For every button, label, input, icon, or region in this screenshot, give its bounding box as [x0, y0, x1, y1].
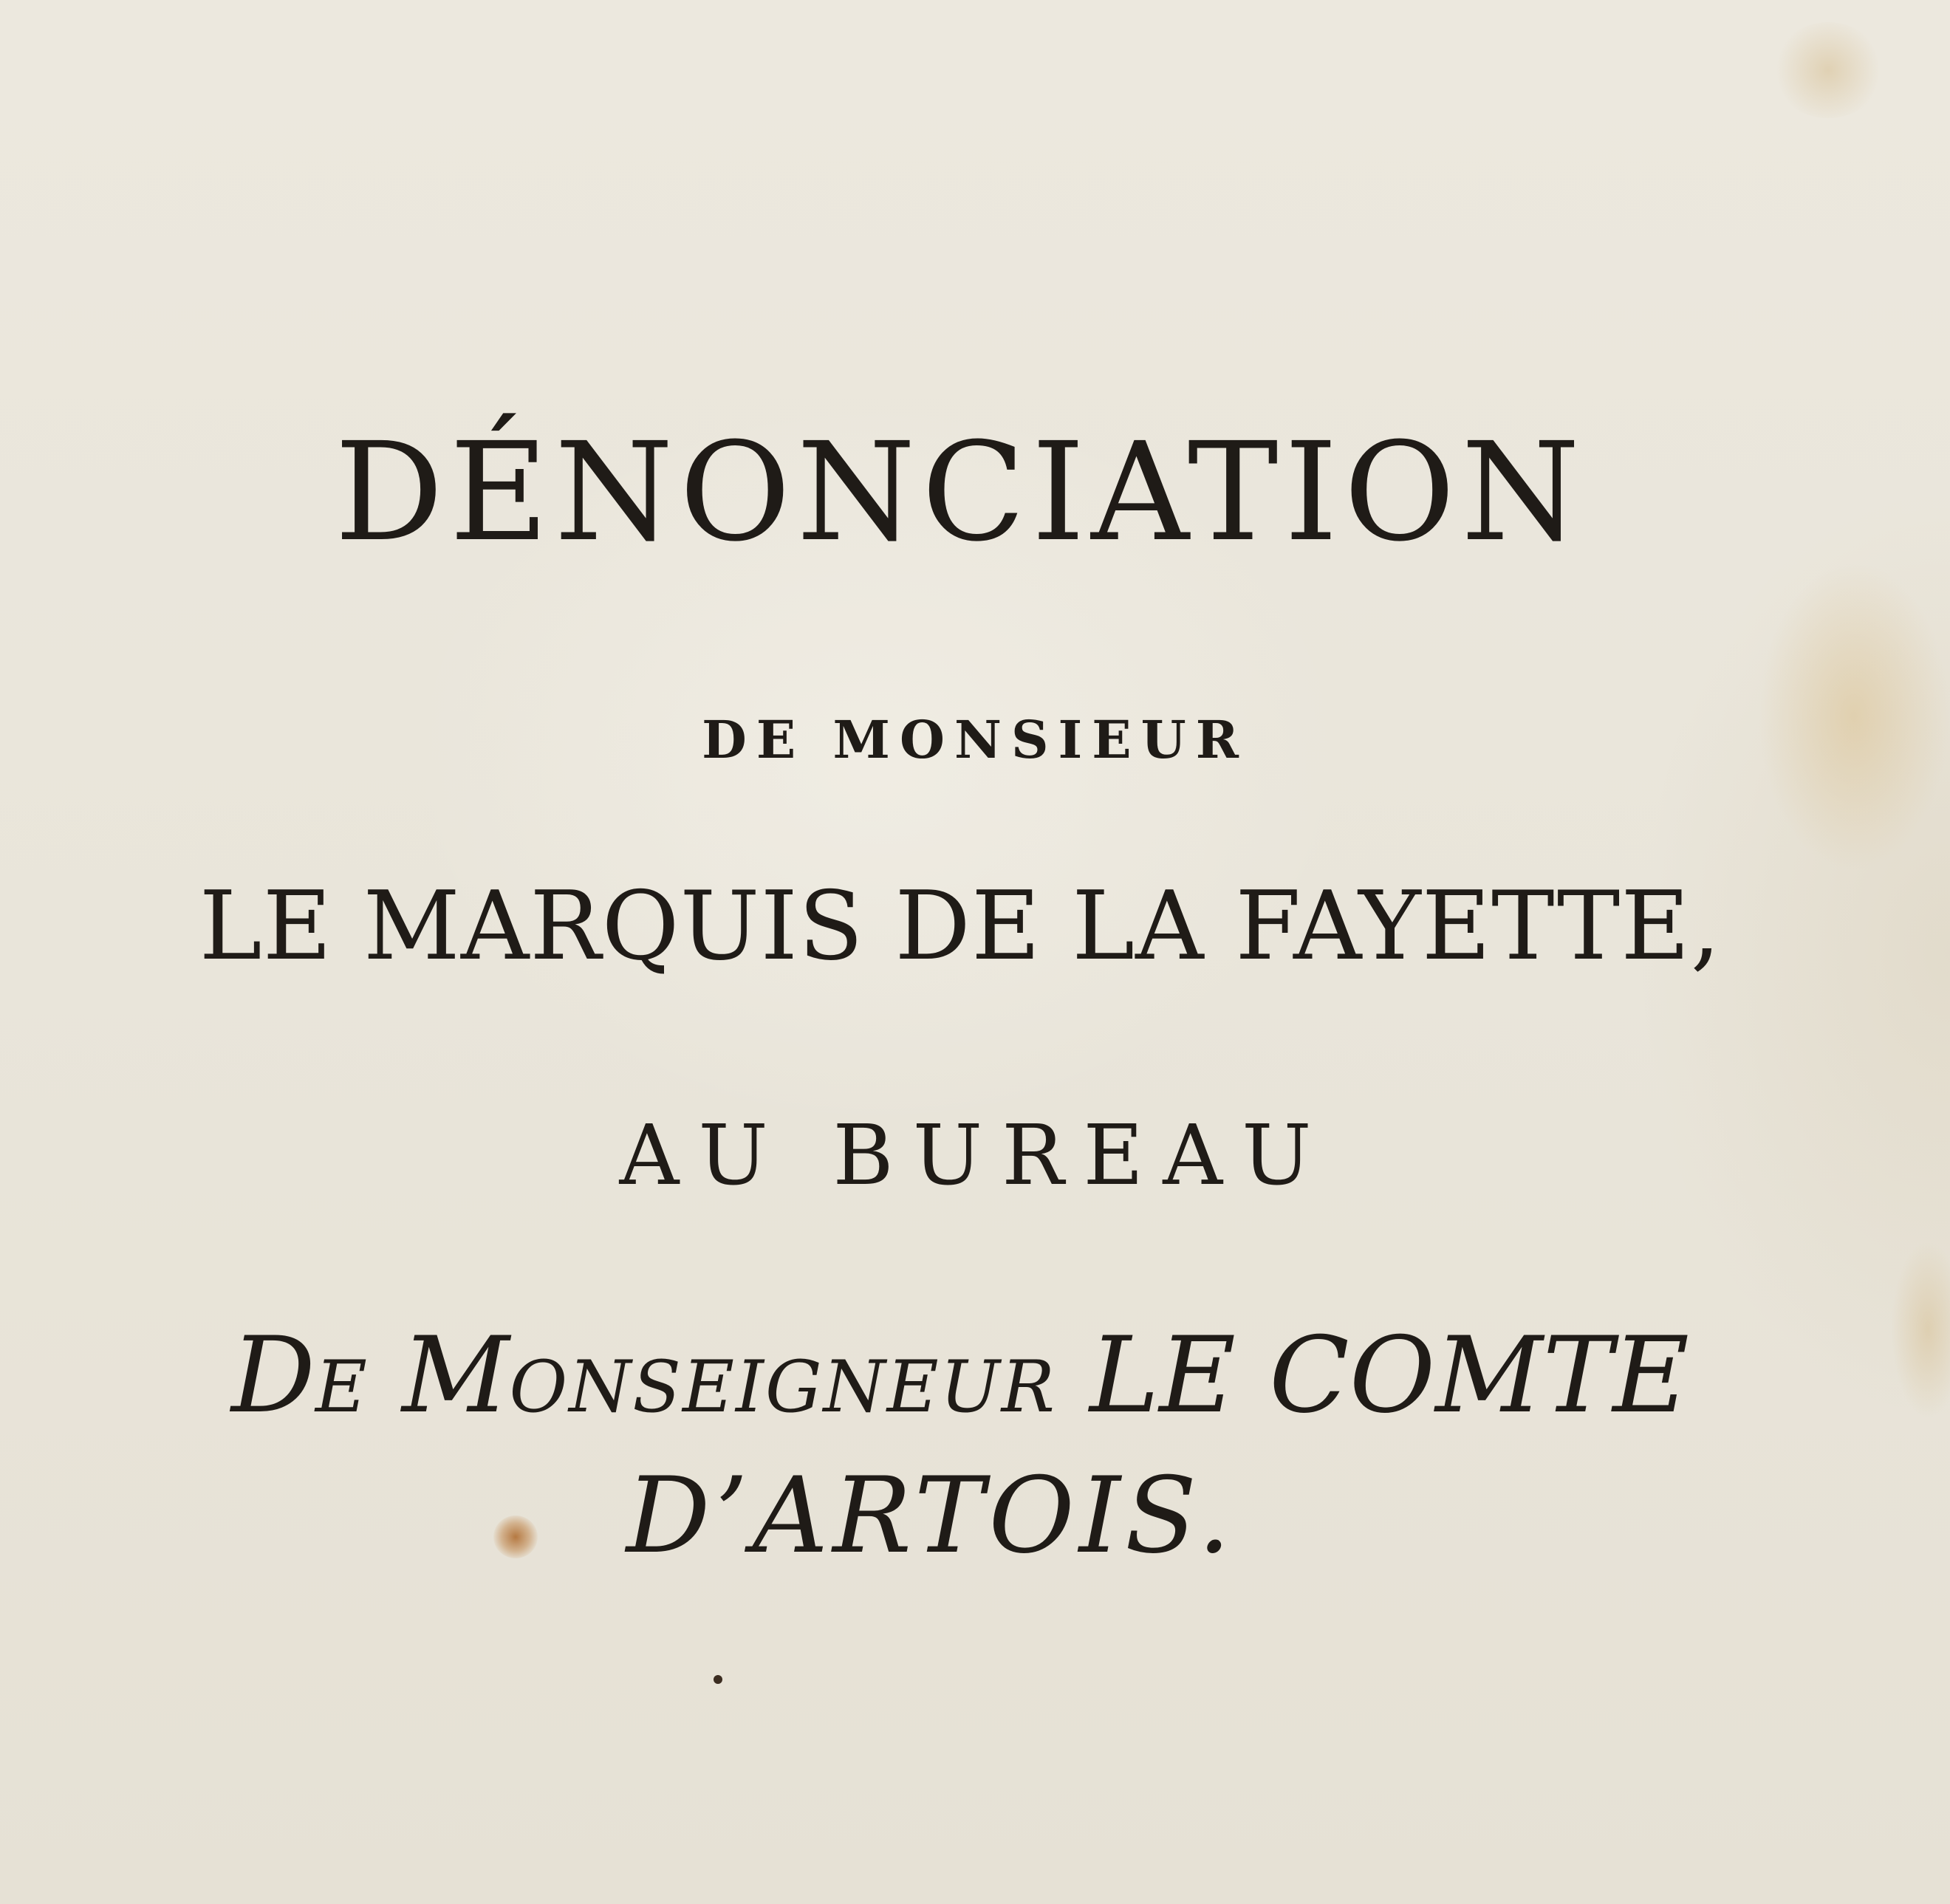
smallcap-initial: M	[402, 1315, 510, 1436]
subject-name: LE MARQUIS DE LA FAYETTE,	[199, 871, 1722, 982]
smallcap-initial: D	[231, 1315, 315, 1436]
age-stain	[1773, 22, 1884, 118]
subtitle-de-monsieur: DE MONSIEUR	[702, 709, 1248, 770]
de-monseigneur-line	[0, 1315, 1935, 1436]
smallcap-rest: E	[315, 1346, 369, 1428]
dartois-line: D’ARTOIS.	[626, 1455, 1236, 1577]
le-comte-text: LE COMTE	[1089, 1315, 1689, 1436]
au-bureau-line: AU BUREAU	[619, 1108, 1331, 1204]
title-denonciation: DÉNONCIATION	[334, 414, 1587, 572]
smallcap-rest: ONSEIGNEUR	[509, 1346, 1056, 1428]
ink-speck	[714, 1675, 722, 1684]
